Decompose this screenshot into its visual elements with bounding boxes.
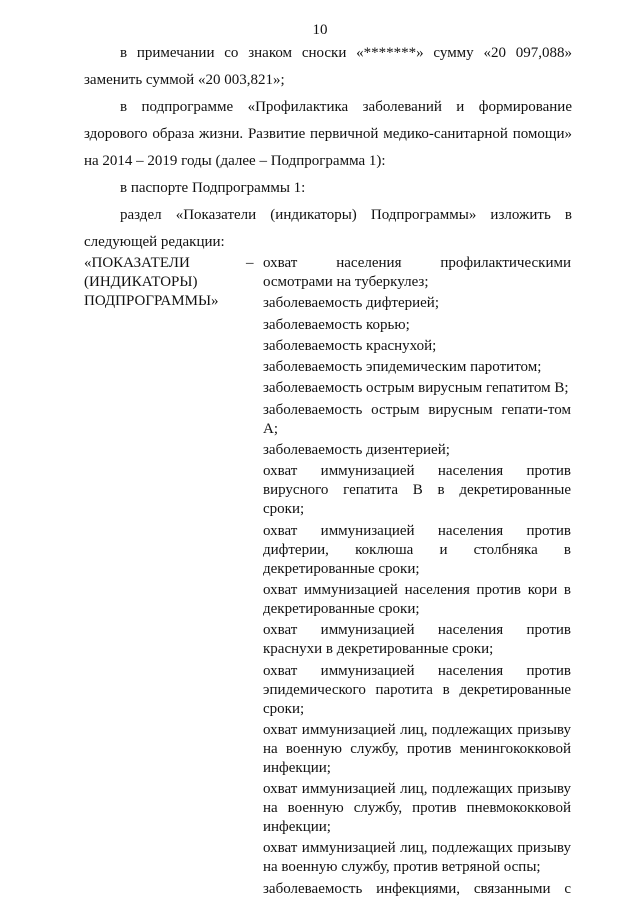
paragraph-line: следующей редакции:	[84, 234, 225, 250]
paragraph-line: заменить суммой «20 003,821»;	[84, 72, 285, 88]
amendment-paragraph-3	[84, 175, 572, 202]
indicator-item: заболеваемость эпидемическим паротитом;	[263, 359, 542, 376]
indicator-item: охват иммунизацией населения против кори в декретированные сроки;	[263, 581, 571, 617]
paragraph-line: раздел «Показатели (индикаторы) Подпрограммы» изложить в	[120, 207, 572, 223]
paragraph-line: в паспорте Подпрограммы 1:	[120, 180, 306, 196]
indicator-item: охват иммунизацией населения против эпидемического паротита в декретированные сроки;	[263, 662, 571, 717]
section-label	[84, 254, 254, 311]
indicator-item: охват иммунизацией лиц, подлежащих призыву на военную службу, против менингококковой инфекции;	[263, 721, 571, 776]
amendment-paragraph-2-end	[84, 148, 572, 175]
indicator-item: охват иммунизацией населения против вирусного гепатита В в декретированные сроки;	[263, 463, 571, 518]
indicator-item: охват населения профилактическими осмотрами на туберкулез;	[263, 255, 571, 290]
section-label-line: ПОДПРОГРАММЫ»	[84, 293, 219, 309]
indicator-item: заболеваемость острым вирусным гепати-том А;	[263, 401, 571, 437]
section-label-line: (ИНДИКАТОРЫ)	[84, 274, 198, 290]
indicator-item: охват иммунизацией лиц, подлежащих призыву на военную службу, против ветряной оспы;	[263, 840, 571, 876]
paragraph-line: в подпрограмме «Профилактика заболеваний и формирование	[120, 99, 572, 115]
paragraph-line: в примечании со знаком сноски «*******» сумму «20 097,088»	[120, 45, 572, 61]
indicator-item: заболеваемость дифтерией;	[263, 295, 440, 312]
paragraph-line: здорового образа жизни. Развитие первичной медико-санитарной помощи»	[84, 126, 572, 142]
indicator-item: заболеваемость дизентерией;	[263, 442, 450, 459]
indicator-item: заболеваемость корью;	[263, 316, 410, 333]
amendment-paragraph-2	[84, 94, 572, 121]
amendment-paragraph-1	[84, 40, 572, 67]
indicator-item: заболеваемость инфекциями, связанными с	[263, 880, 571, 897]
indicator-item: заболеваемость острым вирусным гепатитом В;	[263, 380, 569, 397]
dash-separator: –	[246, 255, 254, 271]
section-label-line: «ПОКАЗАТЕЛИ	[84, 255, 190, 271]
indicator-item: охват иммунизацией лиц, подлежащих призыву на военную службу, против пневмококковой инфекции;	[263, 781, 571, 836]
amendment-paragraph-4	[84, 202, 572, 229]
indicator-item: охват иммунизацией населения против краснухи в декретированные сроки;	[263, 622, 571, 658]
amendment-paragraph-4-cont	[84, 229, 572, 256]
indicator-item: охват иммунизацией населения против дифтерии, коклюша и столбняка в декретированные сроки;	[263, 522, 571, 577]
indicators-list	[263, 254, 571, 901]
amendment-paragraph-1-cont	[84, 67, 572, 94]
amendment-paragraph-2-cont	[84, 121, 572, 148]
paragraph-line: на 2014 – 2019 годы (далее – Подпрограмма 1):	[84, 153, 386, 169]
indicator-item: заболеваемость краснухой;	[263, 337, 437, 354]
page-number: 10	[312, 22, 328, 38]
